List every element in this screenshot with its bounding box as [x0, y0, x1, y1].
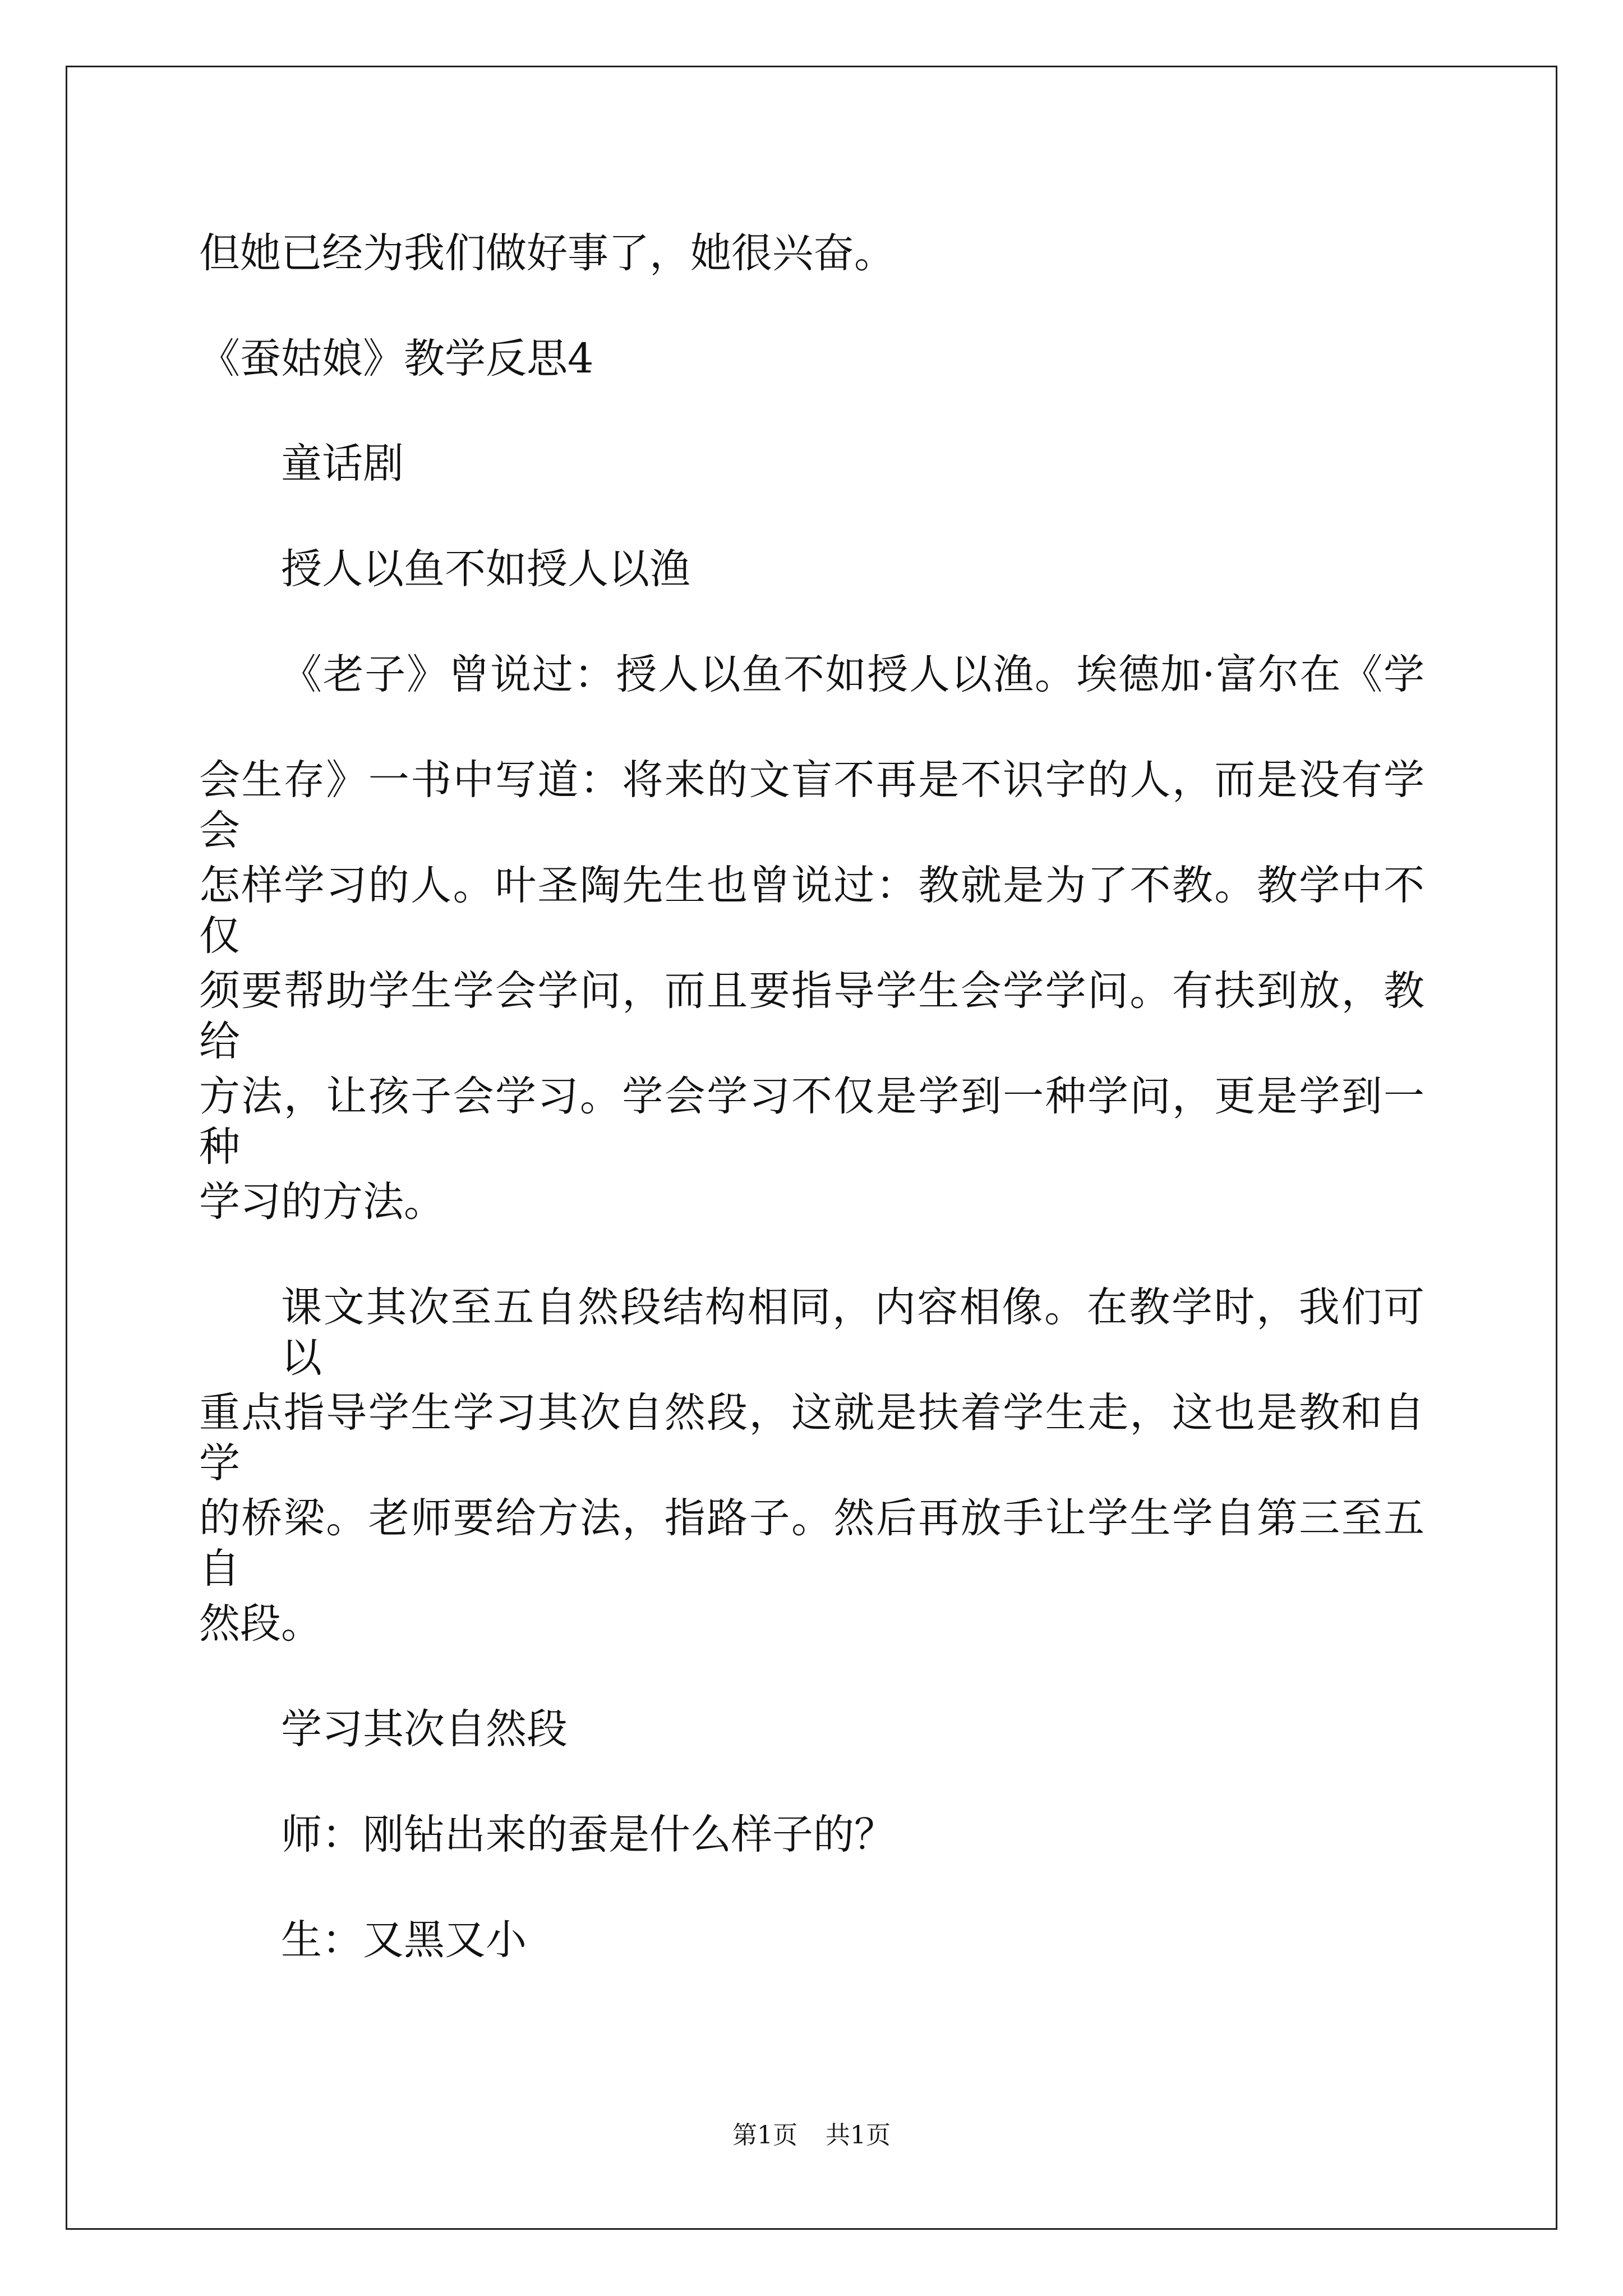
paragraph-line: 的桥梁。老师要给方法，指路子。然后再放手让学生学自第三至五自 — [199, 1494, 1424, 1593]
text-line: 但她已经为我们做好事了，她很兴奋。 — [199, 229, 895, 277]
paragraph-line: 方法，让孩子会学习。学会学习不仅是学到一种学问，更是学到一种 — [199, 1073, 1424, 1171]
paragraph-line: 然段。 — [199, 1600, 322, 1648]
paragraph-line: 须要帮助学生学会学问，而且要指导学生会学学问。有扶到放，教给 — [199, 967, 1424, 1065]
text-line: 授人以鱼不如授人以渔 — [281, 545, 690, 593]
paragraph-line: 《老子》曾说过：授人以鱼不如授人以渔。埃德加·富尔在《学 — [281, 651, 1424, 698]
page-footer — [0, 2120, 1623, 2151]
page-total: 共1页 — [826, 2121, 891, 2150]
paragraph-line: 会生存》一书中写道：将来的文盲不再是不识字的人，而是没有学会 — [199, 756, 1424, 854]
text-line: 师：刚钻出来的蚕是什么样子的？ — [281, 1811, 895, 1858]
paragraph-line: 重点指导学生学习其次自然段，这就是扶着学生走，这也是教和自学 — [199, 1389, 1424, 1487]
paragraph-line: 课文其次至五自然段结构相同，内容相像。在教学时，我们可以 — [281, 1283, 1424, 1382]
paragraph-line: 怎样学习的人。叶圣陶先生也曾说过：教就是为了不教。教学中不仅 — [199, 862, 1424, 960]
page-number: 第1页 — [732, 2121, 797, 2150]
paragraph-line: 学习的方法。 — [199, 1178, 445, 1226]
text-line: 童话剧 — [281, 440, 404, 487]
section-heading: 《蚕姑娘》教学反思4 — [199, 335, 594, 383]
text-line: 学习其次自然段 — [281, 1705, 568, 1753]
text-line: 生：又黑又小 — [281, 1916, 527, 1964]
